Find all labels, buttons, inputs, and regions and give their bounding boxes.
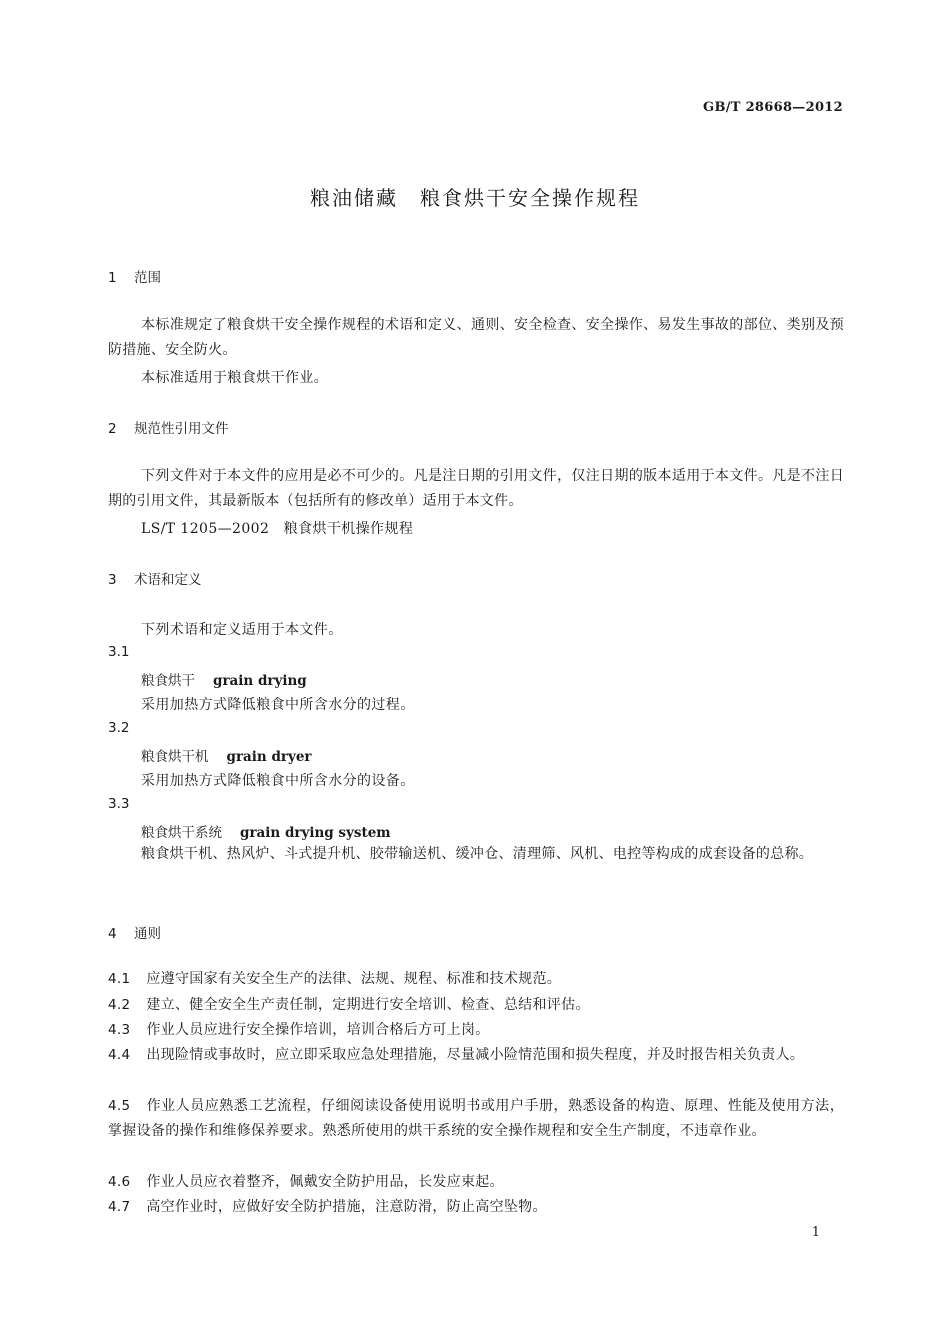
term-chinese: 粮食烘干机 (141, 749, 209, 765)
clause-number: 4.7 (108, 1199, 131, 1215)
term-english: grain drying (213, 673, 307, 689)
section-1-paragraph: 本标准适用于粮食烘干作业。 (141, 370, 329, 386)
term-heading (141, 821, 391, 841)
clause-number: 4.3 (108, 1022, 131, 1038)
clause-text: 出现险情或事故时，应立即采取应急处理措施，尽量减小险情范围和损失程度，并及时报告相关负责人。 (146, 1047, 805, 1063)
section-title: 范围 (134, 270, 161, 286)
term-number: 3.3 (108, 796, 130, 812)
term-heading (141, 669, 307, 689)
term-chinese: 粮食烘干 (141, 673, 195, 689)
clause-text: 高空作业时，应做好安全防护措施，注意防滑，防止高空坠物。 (146, 1199, 547, 1215)
section-number: 4 (108, 926, 117, 942)
clause (108, 1018, 844, 1043)
term-english: grain dryer (226, 749, 312, 765)
section-1-paragraph: 本标准规定了粮食烘干安全操作规程的术语和定义、通则、安全检查、安全操作、易发生事故的部位、类别及预防措施、安全防火。 (108, 317, 844, 358)
section-title: 通则 (134, 926, 161, 942)
term-chinese: 粮食烘干系统 (141, 825, 222, 841)
document-title: 粮油储藏 粮食烘干安全操作规程 (310, 186, 640, 210)
section-2-paragraph: 下列文件对于本文件的应用是必不可少的。凡是注日期的引用文件，仅注日期的版本适用于本文件。凡是不注日期的引用文件，其最新版本（包括所有的修改单）适用于本文件。 (108, 468, 844, 509)
section-3-intro: 下列术语和定义适用于本文件。 (141, 622, 343, 638)
clause (108, 1195, 844, 1220)
normative-reference: LS/T 1205—2002 粮食烘干机操作规程 (141, 521, 414, 537)
section-number: 2 (108, 421, 117, 437)
section-number: 3 (108, 572, 117, 588)
standard-code: GB/T 28668—2012 (703, 100, 843, 115)
term-definition: 采用加热方式降低粮食中所含水分的设备。 (141, 773, 415, 789)
clause-text: 建立、健全安全生产责任制，定期进行安全培训、检查、总结和评估。 (146, 997, 590, 1013)
clause-number: 4.2 (108, 997, 131, 1013)
clause-text: 应遵守国家有关安全生产的法律、法规、规程、标准和技术规范。 (146, 971, 562, 987)
section-title: 术语和定义 (134, 572, 202, 588)
section-3-heading (108, 568, 202, 588)
clause (108, 1043, 844, 1068)
section-4-heading (108, 922, 161, 942)
term-heading (141, 745, 312, 765)
clause-number: 4.4 (108, 1047, 131, 1063)
term-number: 3.2 (108, 720, 130, 736)
section-title: 规范性引用文件 (134, 421, 229, 437)
section-2-heading (108, 417, 229, 437)
term-definition: 采用加热方式降低粮食中所含水分的过程。 (141, 697, 415, 713)
term-definition: 粮食烘干机、热风炉、斗式提升机、胶带输送机、缓冲仓、清理筛、风机、电控等构成的成套设备的总称。 (141, 846, 814, 862)
clause (108, 993, 844, 1018)
clause-text: 作业人员应衣着整齐，佩戴安全防护用品，长发应束起。 (146, 1174, 504, 1190)
clause (108, 1094, 844, 1144)
clause-text: 作业人员应进行安全操作培训，培训合格后方可上岗。 (146, 1022, 490, 1038)
clause-text: 作业人员应熟悉工艺流程，仔细阅读设备使用说明书或用户手册，熟悉设备的构造、原理、性能及使用方法，掌握设备的操作和维修保养要求。熟悉所使用的烘干系统的安全操作规程和安全生产制度，不违章作业。 (108, 1098, 844, 1139)
clause-number: 4.6 (108, 1174, 131, 1190)
section-1-heading (108, 266, 161, 286)
clause-number: 4.1 (108, 971, 131, 987)
clause (108, 967, 844, 992)
clause-number: 4.5 (108, 1098, 131, 1114)
term-number: 3.1 (108, 644, 130, 660)
page-number: 1 (811, 1225, 820, 1240)
term-english: grain drying system (240, 825, 391, 841)
section-number: 1 (108, 270, 117, 286)
clause (108, 1170, 844, 1195)
